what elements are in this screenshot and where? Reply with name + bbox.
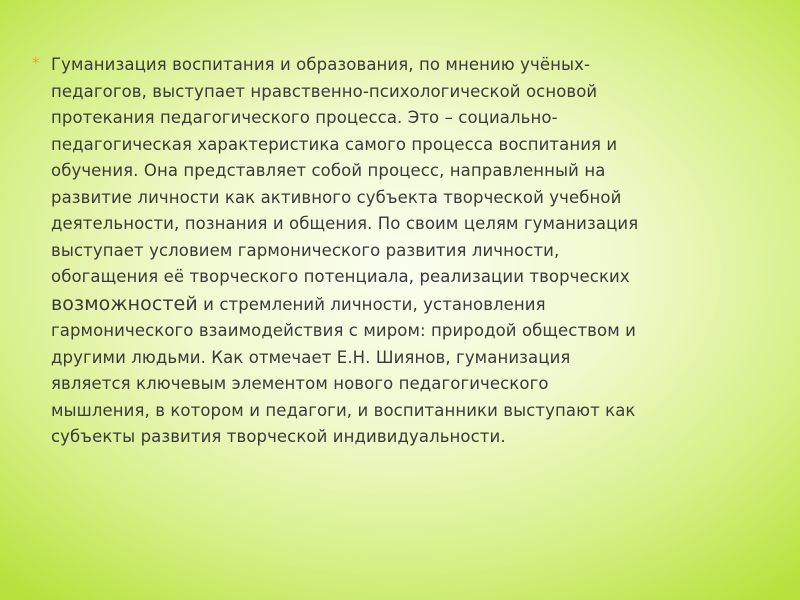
text-line: другими людьми. Как отмечает Е.Н. Шиянов, гуманизация	[51, 347, 571, 367]
text-line: обучения. Она представляет собой процесс, направленный на	[51, 161, 606, 180]
text-line: обогащения её творческого потенциала, реализации творческих	[51, 267, 630, 286]
text-line: развитие личности как активного субъекта творческой учебной	[51, 187, 622, 207]
paragraph-text	[51, 52, 751, 451]
text-line: протекания педагогического процесса. Это – социально-	[51, 108, 558, 127]
text-line: субъекты развития творческой индивидуальности.	[51, 427, 506, 446]
text-line: гармонического взаимодействия с миром: природой обществом и	[51, 321, 636, 340]
text-line: выступает условием гармонического развития личности,	[51, 240, 560, 260]
text-line: деятельности, познания и общения. По своим целям гуманизация	[51, 214, 639, 233]
text-line: педагогическая характеристика самого процесса воспитания и	[51, 134, 618, 154]
text-line-mixed	[51, 291, 751, 319]
text-line: является ключевым элементом нового педагогического	[51, 374, 549, 393]
text-fragment: и стремлений личности, установления	[197, 294, 546, 314]
text-line: Гуманизация воспитания и образования, по мнению учёных-	[51, 55, 591, 74]
emphasized-word: возможностей	[51, 292, 198, 315]
bullet-icon: *	[32, 54, 40, 72]
bullet-paragraph	[32, 52, 752, 451]
text-line: мышления, в котором и педагоги, и воспитанники выступают как	[51, 400, 636, 420]
text-line: педагогов, выступает нравственно-психологической основой	[51, 81, 598, 101]
